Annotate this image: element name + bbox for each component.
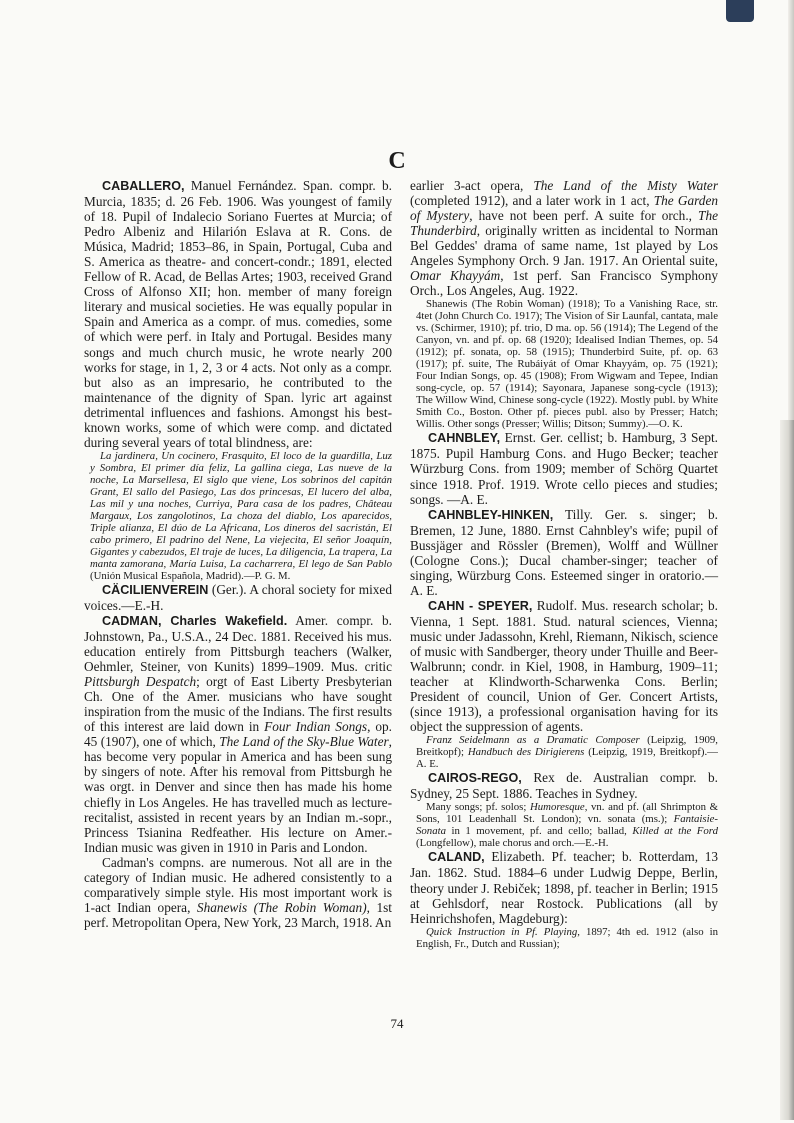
left-column	[84, 178, 392, 930]
entry-headword: CAIROS-REGO,	[428, 771, 522, 786]
entry-headword: CALAND,	[428, 850, 485, 865]
entry-headword: CABALLERO,	[102, 179, 185, 193]
entry-headword: CÄCILIENVEREIN	[102, 582, 209, 597]
right-column	[410, 178, 718, 950]
entry-headword: CAHNBLEY-HINKEN,	[428, 507, 554, 522]
cairos-rego-works: Many songs; pf. solos; Humoresque, vn. and pf. (all Shrimpton & Sons, 101 Leadenhall St. London); vn. sonata (ms.); Fantaisie-Sonata in 1 movement, pf. and cello; ballad, Killed at the Ford (Longfellow), male chorus and orch.—E.-H.	[416, 801, 718, 850]
entry-cairos-rego: CAIROS-REGO, Rex de. Australian compr. b. Sydney, 25 Sept. 1886. Teaches in Sydney.	[410, 770, 718, 802]
entry-caballero: CABALLERO, Manuel Fernández. Span. compr. b. Murcia, 1835; d. 26 Feb. 1906. Was youngest of family of 18. Pupil of Indalecio Soriano Fuertes at Murcia; of Pedro Albeniz and Hilarión Eslava at R. Cons. de Música, Madrid; 1853–86, in Spain, Portugal, Cuba and S. America as theatre- and concert-condr.; 1891, elected Fellow of R. Acad, de Bellas Artes; 1903, received Grand Cross of Alfonso XII; hon. member of many foreign literary and musical societies. He was equally popular in Spain and America as a compr. of mus. comedies, some of which were perf. in Italy and Portugal. Besides many songs and much church music, he wrote nearly 200 works for stage, in 1, 2, 3 or 4 acts. Not only as a compr. but also as an impresario, he contributed to the maintenance of the dignity of Span. lyric art against detrimental influences and fashions. Amongst his best-known works, some of which were comp. and dictated during several years of total blindness, are:	[84, 178, 392, 450]
entry-cahn-speyer: CAHN - SPEYER, Rudolf. Mus. research scholar; b. Vienna, 1 Sept. 1881. Stud. natural sciences, Vienna; music under Jadassohn, Krehl, Riemann, Nikisch, science of music with Sandberger, theory under Thuille and Beer-Walbrunn; condr. in Kiel, 1908, in Hamburg, 1909–11; teacher at Klindworth-Scharwenka Cons. Berlin; President of council, Union of Ger. Concert Artists, (since 1913), a professional organisation having for its object the suppression of agents.	[410, 597, 718, 735]
section-letter: C	[388, 148, 406, 174]
page-edge-shadow-top	[788, 0, 794, 420]
page-edge-shadow	[780, 420, 794, 1120]
entry-headword: CAHN - SPEYER,	[428, 598, 533, 613]
cahn-speyer-works: Franz Seidelmann as a Dramatic Composer (Leipzig, 1909, Breitkopf); Handbuch des Dirigierens (Leipzig, 1919, Breitkopf).—A. E.	[416, 734, 718, 771]
entry-headword: CAHNBLEY,	[428, 431, 501, 446]
entry-cahnbley-hinken: CAHNBLEY-HINKEN, Tilly. Ger. s. singer; b. Bremen, 12 June, 1880. Ernst Cahnbley's wife; pupil of Bussjäger and Rössler (Bremen), Wolff and Wüllner (Cologne Cons.); Ducal chamber-singer; teacher of singing, Würzburg Cons. Esteemed singer in oratorio.—A. E.	[410, 506, 718, 598]
entry-cacilienverein: CÄCILIENVEREIN (Ger.). A choral society for mixed voices.—E.-H.	[84, 581, 392, 613]
entry-headword: CADMAN, Charles Wakefield.	[102, 613, 288, 628]
page-number: 74	[390, 1016, 404, 1031]
entry-caland: CALAND, Elizabeth. Pf. teacher; b. Rotterdam, 13 Jan. 1862. Stud. 1884–6 under Ludwig Deppe, Berlin, theory under J. Rebiček; 1898, pf. teacher in Berlin; 1915 at Gehlsdorf, near Rostock. Publications (all by Heinrichshofen, Magdeburg):	[410, 849, 718, 926]
cadman-works: Shanewis (The Robin Woman) (1918); To a Vanishing Race, str. 4tet (John Church Co. 1917); The Vision of Sir Launfal, cantata, male vs. (Schirmer, 1910); pf. trio, D ma. op. 56 (1914); The Legend of the Canyon, vn. and pf. op. 68 (1920); Idealised Indian Themes, op. 54 (1912); pf. sonata, op. 58 (1915); Thunderbird Suite, pf. op. 63 (1917); pf. suite, The Rubáiyát of Omar Khayyám, op. 75 (1921); Four Indian Songs, op. 45 (1908); From Wigwam and Tepee, Indian song-cycle, op. 57 (1914); Sayonara, Japanese song-cycle (1913); The Willow Wind, Chinese song-cycle (1922). Mostly publ. by White Smith Co., Boston. Other pf. pieces publ. also by Presser; Hatch; Willis. Other songs (Presser; Willis; Ditson; Summy).—O. K.	[416, 298, 718, 431]
cadman-paragraph-2: Cadman's compns. are numerous. Not all are in the category of Indian music. He adhered consistently to a comparatively simple style. His most important work is 1-act Indian opera, Shanewis (The Robin Woman), 1st perf. Metropolitan Opera, New York, 23 March, 1918. An	[84, 854, 392, 930]
cadman-continued: earlier 3-act opera, The Land of the Misty Water (completed 1912), and a later work in 1 act, The Garden of Mystery, have not been perf. A suite for orch., The Thunderbird, originally written as incidental to Norman Bel Geddes' drama of same name, 1st played by Los Angeles Symphony Orch. 9 Jan. 1917. An Oriental suite, Omar Khayyám, 1st perf. San Francisco Symphony Orch., Los Angeles, Aug. 1922.	[410, 178, 719, 299]
entry-cahnbley: CAHNBLEY, Ernst. Ger. cellist; b. Hamburg, 3 Sept. 1875. Pupil Hamburg Cons. and Hugo Becker; teacher Würzburg Cons. from 1909; member of Schörg Quartet since 1918. Prof. 1919. Wrote cello pieces and studies; songs. —A. E.	[410, 430, 718, 507]
caballero-works: La jardinera, Un cocinero, Frasquito, El loco de la guardilla, Luz y Sombra, El primer día feliz, La gallina ciega, Las nueve de la noche, La Marsellesa, El siglo que viene, Los sobrinos del capitán Grant, El sallo del Pasiego, Las dos princesas, El lucero del alba, Las mil y una noches, Curriya, Para casa de los padres, Château Margaux, Los zangolotinos, La choza del diablo, Los aparecidos, Triple alianza, El dúo de La Africana, Los dineros del sacristán, El cabo primero, El padrino del Nene, La viejecita, El señor Joaquín, Gigantes y cabezudos, El traje de luces, La diligencia, La trapera, La manta zamorana, María Luisa, La cacharrera, El lego de San Pablo (Unión Musical Española, Madrid).—P. G. M.	[90, 449, 392, 582]
entry-cadman: CADMAN, Charles Wakefield. Amer. compr. b. Johnstown, Pa., U.S.A., 24 Dec. 1881. Received his mus. education entirely from Pittsburgh teachers (Walker, Oehmler, Steiner, von Kunits) 1899–1909. Mus. critic Pittsburgh Despatch; orgt of East Liberty Presbyterian Ch. One of the Amer. musicians who have sought inspiration from the music of the Indians. The first results of this interest are laid down in Four Indian Songs, op. 45 (1907), one of which, The Land of the Sky-Blue Water, has become very popular in America and has been sung by singers of note. After his removal from Pittsburgh he was orgt. in Denver and since then has made his home chiefly in Los Angeles. He has travelled much as lecture-recitalist, assisted in recent years by an Indian m.-sopr., Princess Tsianina Redfeather. His lecture on Amer.-Indian music was given in 1910 in Paris and London.	[84, 612, 392, 855]
page-corner-tab	[726, 0, 754, 22]
caland-works: Quick Instruction in Pf. Playing, 1897; 4th ed. 1912 (also in English, Fr., Dutch and Russian);	[416, 925, 718, 950]
